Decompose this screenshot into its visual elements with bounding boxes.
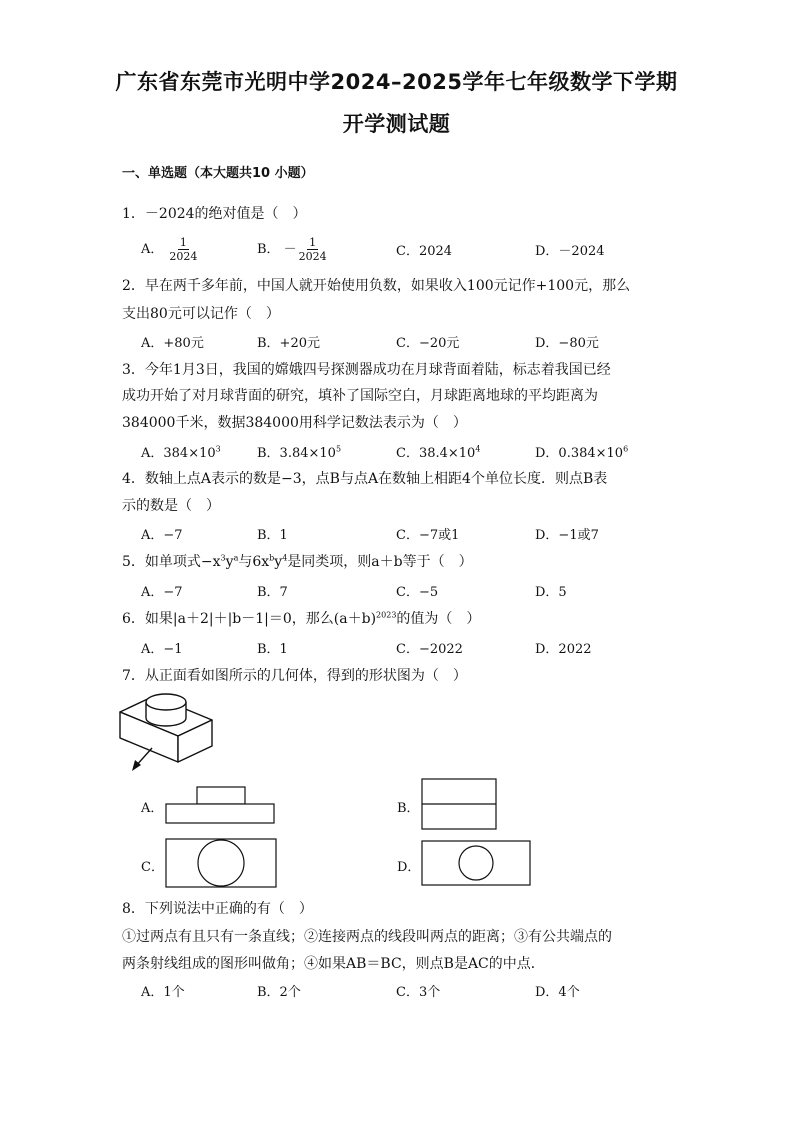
option-a[interactable]: A．−1 (141, 642, 183, 657)
question-5-options (141, 581, 701, 603)
option-text: B．3.84×10 (257, 446, 336, 461)
option-b[interactable] (257, 442, 341, 461)
exponent: 2023 (376, 610, 397, 620)
solid-figure-illustration (110, 688, 220, 778)
stem-text: 的值为（ ） (396, 611, 481, 627)
option-d[interactable]: D．−80元 (535, 336, 599, 351)
stem-text: 是同类项，则a＋b等于（ ） (287, 554, 473, 570)
option-c[interactable]: C．−7或1 (396, 528, 460, 543)
option-a-shape (165, 786, 277, 826)
fraction (167, 236, 199, 263)
option-a[interactable]: A． (141, 801, 164, 816)
exponent: 6 (623, 444, 629, 454)
option-c[interactable]: C．−2022 (396, 642, 463, 657)
exponent: 3 (220, 553, 226, 563)
option-c[interactable]: C．2024 (396, 244, 453, 259)
option-d[interactable]: D．−1或7 (535, 528, 599, 543)
question-6-stem (122, 608, 682, 628)
exponent: 3 (215, 444, 221, 454)
question-6-options (141, 638, 701, 660)
denominator: 2024 (169, 250, 198, 263)
option-text: C．38.4×10 (396, 446, 476, 461)
question-3-options (141, 442, 701, 464)
view-direction-arrow-icon (132, 748, 152, 771)
option-b[interactable]: B． (397, 801, 420, 816)
numerator: 1 (179, 236, 187, 249)
option-b[interactable] (257, 236, 329, 263)
option-b[interactable]: B．1 (257, 642, 288, 657)
option-c-shape (165, 838, 279, 890)
option-b[interactable]: B．2个 (257, 985, 301, 1000)
exponent: 5 (335, 444, 342, 454)
stem-text: 5．如单项式−x (122, 554, 221, 570)
option-c[interactable]: C．−20元 (396, 336, 460, 351)
option-b[interactable]: B．+20元 (257, 336, 320, 351)
numerator: 1 (309, 236, 317, 249)
option-c[interactable]: C． (141, 860, 164, 875)
question-8-stem: 8．下列说法中正确的有（ ） (122, 901, 313, 917)
stem-text: 与6x (238, 554, 270, 570)
question-8-line1: ①过两点有且只有一条直线；②连接两点的线段叫两点的距离；③有公共端点的 (122, 929, 612, 945)
option-d[interactable]: D．5 (535, 585, 567, 600)
option-letter: B． (257, 242, 280, 257)
question-4-line1: 4．数轴上点A表示的数是−3，点B与点A在数轴上相距4个单位长度．则点B表 (122, 471, 608, 487)
exponent: 4 (475, 444, 481, 454)
question-3-line2: 成功开始了对月球背面的研究，填补了国际空白，月球距离地球的平均距离为 (122, 388, 598, 404)
option-a[interactable] (141, 442, 221, 461)
fraction (297, 236, 329, 263)
option-letter: A． (141, 242, 164, 257)
option-a[interactable]: A．−7 (141, 528, 183, 543)
exponent: a (233, 553, 239, 563)
question-7-stem: 7．从正面看如图所示的几何体，得到的形状图为（ ） (122, 668, 467, 684)
question-5-stem (122, 551, 682, 571)
option-text: A．384×10 (141, 446, 216, 461)
question-8-line2: 两条射线组成的图形叫做角；④如果AB＝BC，则点B是AC的中点． (122, 956, 545, 972)
stem-text: y (274, 554, 283, 570)
option-d[interactable]: D．－2024 (535, 244, 605, 259)
question-4-line2: 示的数是（ ） (122, 498, 220, 514)
option-d[interactable] (535, 442, 628, 461)
stem-text: 6．如果|a＋2|＋|b－1|＝0，那么(a＋b) (122, 611, 377, 627)
option-a[interactable]: A．1个 (141, 985, 185, 1000)
option-a[interactable]: A．+80元 (141, 336, 204, 351)
question-8-options (141, 981, 701, 1003)
question-1-options (141, 236, 701, 263)
option-b[interactable]: B．1 (257, 528, 288, 543)
question-2-options (141, 332, 701, 354)
question-3-line3: 384000千米，数据384000用科学记数法表示为（ ） (122, 415, 467, 431)
question-4-options (141, 524, 701, 546)
page-title: 广东省东莞市光明中学2024–2025学年七年级数学下学期 (115, 70, 678, 94)
minus-sign: － (283, 242, 297, 257)
option-c[interactable]: C．3个 (396, 985, 441, 1000)
exponent: 4 (282, 553, 288, 563)
question-2-line2: 支出80元可以记作（ ） (122, 306, 280, 322)
denominator: 2024 (298, 250, 327, 263)
option-b-shape (421, 778, 499, 832)
section-title: 一、单选题（本大题共10 小题） (122, 166, 314, 181)
option-d[interactable]: D．4个 (535, 985, 580, 1000)
option-d-shape (421, 840, 533, 888)
question-3-line1: 3．今年1月3日，我国的嫦娥四号探测器成功在月球背面着陆，标志着我国已经 (122, 362, 611, 378)
option-c[interactable] (396, 442, 480, 461)
stem-text: y (225, 554, 234, 570)
option-d[interactable]: D． (397, 860, 421, 875)
option-d[interactable]: D．2022 (535, 642, 592, 657)
option-c[interactable]: C．−5 (396, 585, 439, 600)
question-2-line1: 2．早在两千多年前，中国人就开始使用负数，如果收入100元记作+100元，那么 (122, 278, 631, 294)
option-a[interactable]: A．−7 (141, 585, 183, 600)
exponent: b (269, 553, 275, 563)
option-text: D．0.384×10 (535, 446, 624, 461)
option-a[interactable] (141, 236, 199, 263)
question-1-stem: 1．－2024的绝对值是（ ） (122, 206, 307, 222)
option-b[interactable]: B．7 (257, 585, 288, 600)
page-title-line2: 开学测试题 (342, 112, 451, 136)
